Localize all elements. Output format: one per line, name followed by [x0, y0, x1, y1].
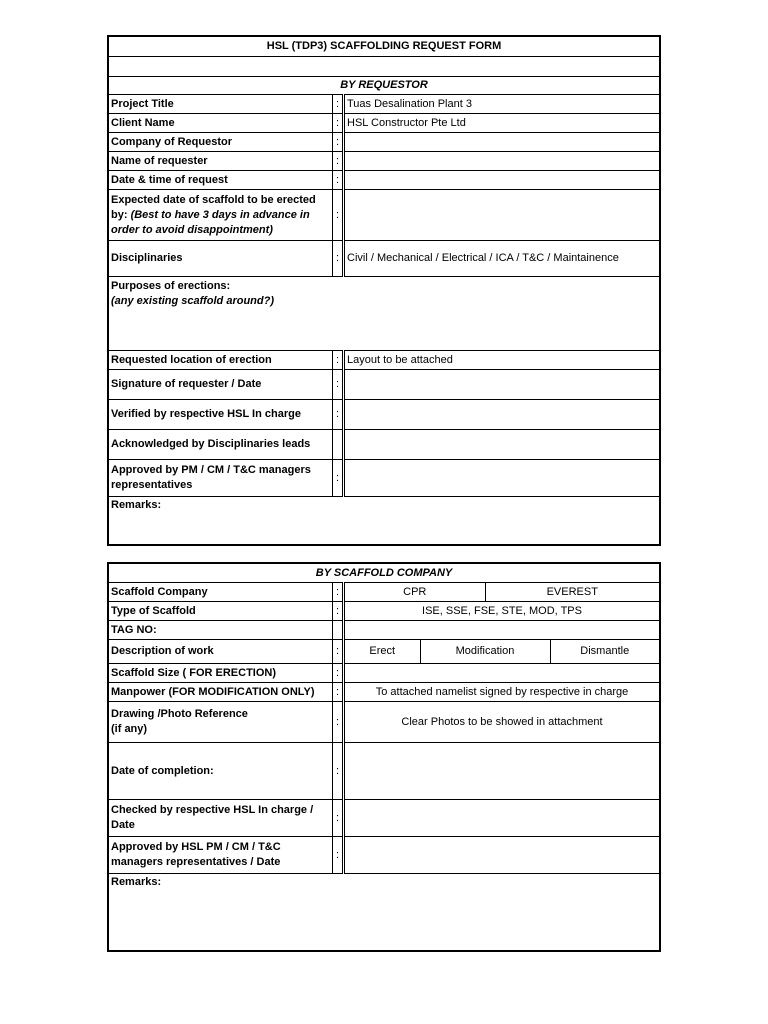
description-options: [344, 640, 660, 664]
blank-row: [109, 57, 660, 77]
section-header-requestor: BY REQUESTOR: [109, 77, 660, 95]
checked-label: Checked by respective HSL In charge / Date: [109, 800, 333, 837]
form-title: HSL (TDP3) SCAFFOLDING REQUEST FORM: [109, 37, 660, 57]
colon: :: [333, 683, 344, 702]
colon: :: [333, 171, 344, 190]
acknowledged-field[interactable]: [344, 430, 660, 460]
company-of-requestor-label: Company of Requestor: [109, 133, 333, 152]
signature-field[interactable]: [344, 370, 660, 400]
project-title-value[interactable]: Tuas Desalination Plant 3: [344, 95, 660, 114]
approved-hsl-label: Approved by HSL PM / CM / T&C managers representatives / Date: [109, 837, 333, 874]
purposes-cell[interactable]: [109, 277, 660, 351]
signature-label: Signature of requester / Date: [109, 370, 333, 400]
colon: :: [333, 114, 344, 133]
expected-date-label-by: by:: [111, 208, 128, 221]
location-label: Requested location of erection: [109, 351, 333, 370]
colon: :: [333, 800, 344, 837]
tag-no-label: TAG NO:: [109, 621, 333, 640]
client-name-label: Client Name: [109, 114, 333, 133]
approved-field[interactable]: [344, 460, 660, 497]
colon: :: [333, 664, 344, 683]
colon: :: [333, 241, 344, 277]
requestor-form: [108, 36, 660, 545]
colon: :: [333, 370, 344, 400]
company-option-cpr[interactable]: CPR: [403, 585, 427, 598]
approved-hsl-field[interactable]: [344, 837, 660, 874]
remarks-label: Remarks:: [111, 499, 162, 511]
description-option-erect[interactable]: Erect: [369, 645, 396, 657]
scaffold-size-field[interactable]: [344, 664, 660, 683]
name-of-requester-label: Name of requester: [109, 152, 333, 171]
expected-date-note: (Best to have 3 days in advance in order to avoid disappointment): [111, 208, 310, 236]
acknowledged-label: Acknowledged by Disciplinaries leads: [109, 430, 333, 460]
project-title-label: Project Title: [109, 95, 333, 114]
colon: :: [333, 702, 344, 743]
colon: :: [333, 190, 344, 241]
description-option-modification[interactable]: Modification: [420, 640, 550, 663]
location-value[interactable]: Layout to be attached: [344, 351, 660, 370]
colon: :: [333, 95, 344, 114]
scaffold-company-label: Scaffold Company: [109, 583, 333, 602]
client-name-value[interactable]: HSL Constructor Pte Ltd: [344, 114, 660, 133]
drawing-label-line1: Drawing /Photo Reference: [111, 708, 248, 720]
scaffold-company-options: [344, 583, 660, 602]
company-options-grid: [345, 583, 659, 601]
drawing-value[interactable]: Clear Photos to be showed in attachment: [344, 702, 660, 743]
colon: :: [333, 460, 344, 497]
purposes-label: Purposes of erections:: [111, 280, 231, 292]
approved-label: Approved by PM / CM / T&C managers representatives: [109, 460, 333, 497]
purposes-note: (any existing scaffold around?): [111, 295, 274, 307]
description-options-grid: [345, 640, 659, 663]
disciplinaries-label: Disciplinaries: [109, 241, 333, 277]
remarks-cell-scaffold[interactable]: [109, 874, 660, 951]
date-time-label: Date & time of request: [109, 171, 333, 190]
colon: :: [333, 583, 344, 602]
colon: :: [333, 133, 344, 152]
company-option-everest[interactable]: EVEREST: [485, 583, 659, 601]
drawing-label: [109, 702, 333, 743]
scaffold-type-label: Type of Scaffold: [109, 602, 333, 621]
verified-label: Verified by respective HSL In charge: [109, 400, 333, 430]
disciplinaries-value[interactable]: Civil / Mechanical / Electrical / ICA / T&C / Maintainence: [344, 241, 660, 277]
colon: :: [333, 837, 344, 874]
remarks-label-scaffold: Remarks:: [111, 876, 162, 888]
expected-date-label: [109, 190, 333, 241]
manpower-value[interactable]: To attached namelist signed by respective in charge: [344, 683, 660, 702]
description-option-dismantle[interactable]: Dismantle: [550, 640, 659, 663]
expected-date-field[interactable]: [344, 190, 660, 241]
colon: :: [333, 602, 344, 621]
tag-no-field[interactable]: [344, 621, 660, 640]
checked-field[interactable]: [344, 800, 660, 837]
expected-date-label-text: Expected date of scaffold to be erected: [111, 193, 316, 206]
colon: :: [333, 400, 344, 430]
colon: :: [333, 152, 344, 171]
description-label: Description of work: [109, 640, 333, 664]
date-time-field[interactable]: [344, 171, 660, 190]
drawing-label-line2: (if any): [111, 723, 148, 735]
remarks-cell[interactable]: [109, 497, 660, 545]
colon-empty: [333, 621, 344, 640]
scaffold-size-label: Scaffold Size ( FOR ERECTION): [109, 664, 333, 683]
completion-label: Date of completion:: [109, 743, 333, 800]
colon: :: [333, 743, 344, 800]
colon-empty: [333, 430, 344, 460]
section-header-scaffold: BY SCAFFOLD COMPANY: [109, 564, 660, 583]
completion-field[interactable]: [344, 743, 660, 800]
scaffold-company-form: [108, 563, 660, 951]
name-of-requester-field[interactable]: [344, 152, 660, 171]
verified-field[interactable]: [344, 400, 660, 430]
colon: :: [333, 351, 344, 370]
manpower-label: Manpower (FOR MODIFICATION ONLY): [109, 683, 333, 702]
scaffold-type-value[interactable]: ISE, SSE, FSE, STE, MOD, TPS: [344, 602, 660, 621]
company-of-requestor-field[interactable]: [344, 133, 660, 152]
colon: :: [333, 640, 344, 664]
